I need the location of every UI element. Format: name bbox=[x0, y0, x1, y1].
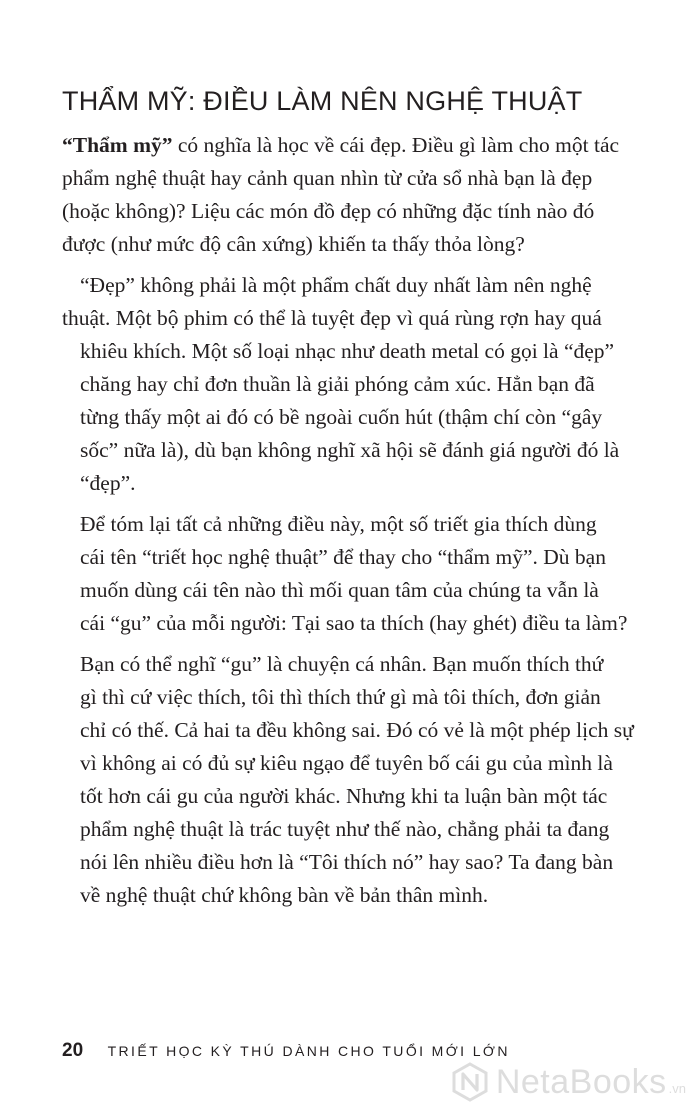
paragraph-4 bbox=[62, 648, 652, 912]
paragraph-3 bbox=[62, 508, 652, 640]
paragraph-line: “Thẩm mỹ” có nghĩa là học về cái đẹp. Điều gì làm cho một tác bbox=[62, 133, 620, 157]
section-heading: THẨM MỸ: ĐIỀU LÀM NÊN NGHỆ THUẬT bbox=[62, 86, 583, 116]
watermark bbox=[450, 1062, 686, 1102]
paragraph-line: “Đẹp” không phải là một phẩm chất duy nhất làm nên nghệ bbox=[80, 273, 592, 297]
paragraph-line: muốn dùng cái tên nào thì mối quan tâm của chúng ta vẫn là bbox=[80, 578, 599, 602]
body-text bbox=[62, 129, 652, 920]
defined-term: “Thẩm mỹ” bbox=[62, 133, 173, 157]
paragraph-1 bbox=[62, 129, 652, 261]
netabooks-logo-icon bbox=[450, 1062, 490, 1102]
paragraph-line: phẩm nghệ thuật hay cảnh quan nhìn từ cửa sổ nhà bạn là đẹp bbox=[62, 166, 593, 190]
paragraph-line: (hoặc không)? Liệu các món đồ đẹp có những đặc tính nào đó bbox=[62, 199, 595, 223]
paragraph-line: nói lên nhiều điều hơn là “Tôi thích nó” hay sao? Ta đang bàn bbox=[80, 850, 614, 874]
paragraph-line: gì thì cứ việc thích, tôi thì thích thứ gì mà tôi thích, đơn giản bbox=[80, 685, 601, 709]
paragraph-2 bbox=[62, 269, 652, 500]
paragraph-line: cái “gu” của mỗi người: Tại sao ta thích (hay ghét) điều ta làm? bbox=[80, 611, 628, 635]
paragraph-line: Để tóm lại tất cả những điều này, một số triết gia thích dùng bbox=[80, 512, 597, 536]
paragraph-line: chỉ có thế. Cả hai ta đều không sai. Đó có vẻ là một phép lịch sự bbox=[80, 718, 634, 742]
watermark-text: NetaBooks bbox=[495, 1062, 667, 1101]
page-number: 20 bbox=[62, 1040, 84, 1061]
paragraph-line: khiêu khích. Một số loại nhạc như death metal có gọi là “đẹp” bbox=[80, 339, 615, 363]
running-head: TRIẾT HỌC KỲ THÚ DÀNH CHO TUỔI MỚI LỚN bbox=[107, 1043, 510, 1059]
paragraph-line: sốc” nữa là), dù bạn không nghĩ xã hội sẽ đánh giá người đó là bbox=[80, 438, 620, 462]
paragraph-line: từng thấy một ai đó có bề ngoài cuốn hút (thậm chí còn “gây bbox=[80, 405, 603, 429]
paragraph-line: phẩm nghệ thuật là trác tuyệt như thế nào, chẳng phải ta đang bbox=[80, 817, 610, 841]
paragraph-line: được (như mức độ cân xứng) khiến ta thấy thỏa lòng? bbox=[62, 232, 525, 256]
paragraph-line: về nghệ thuật chứ không bàn về bản thân mình. bbox=[80, 883, 489, 907]
paragraph-line: cái tên “triết học nghệ thuật” để thay cho “thẩm mỹ”. Dù bạn bbox=[80, 545, 606, 569]
paragraph-line: chăng hay chỉ đơn thuần là giải phóng cảm xúc. Hẳn bạn đã bbox=[80, 372, 595, 396]
paragraph-line: thuật. Một bộ phim có thể là tuyệt đẹp vì quá rùng rợn hay quá bbox=[62, 306, 602, 330]
page-footer bbox=[62, 1040, 510, 1062]
paragraph-line: vì không ai có đủ sự kiêu ngạo để tuyên bố cái gu của mình là bbox=[80, 751, 613, 775]
paragraph-line: Bạn có thể nghĩ “gu” là chuyện cá nhân. Bạn muốn thích thứ bbox=[80, 652, 604, 676]
paragraph-line: tốt hơn cái gu của người khác. Nhưng khi ta luận bàn một tác bbox=[80, 784, 608, 808]
paragraph-line: “đẹp”. bbox=[80, 471, 136, 495]
watermark-suffix: .vn bbox=[668, 1081, 686, 1096]
